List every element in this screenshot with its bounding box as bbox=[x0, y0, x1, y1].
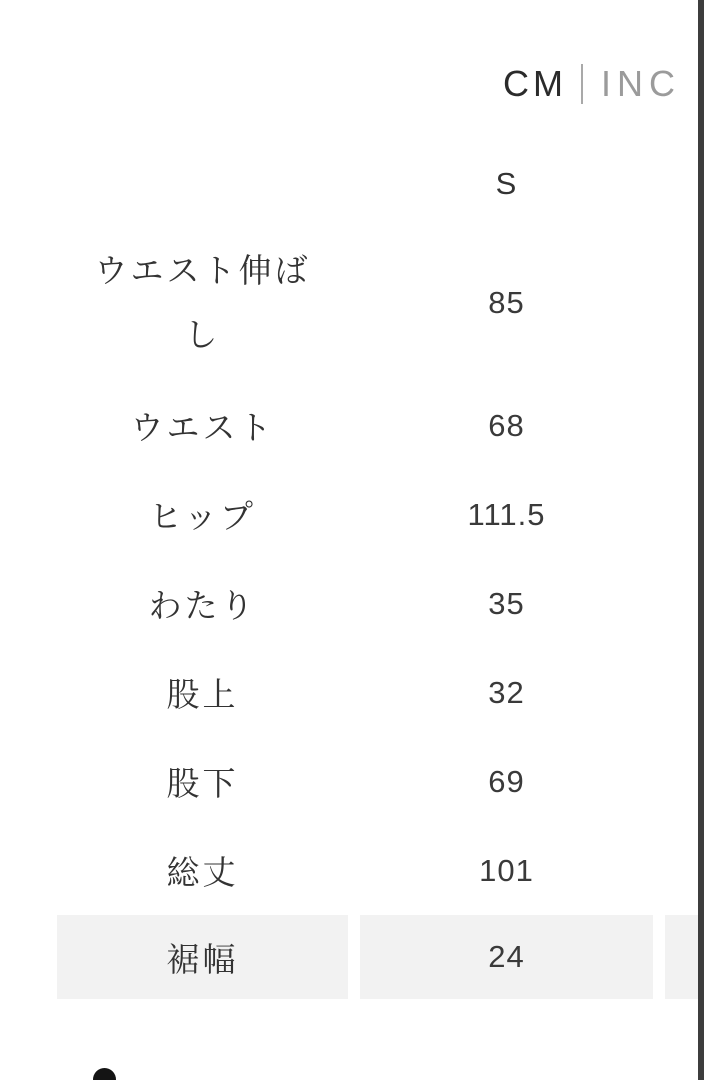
row-label-highlighted: 裾幅 bbox=[57, 915, 348, 999]
row-value: 101 bbox=[479, 852, 534, 888]
row-value: 85 bbox=[488, 285, 525, 320]
row-label: 股上 bbox=[166, 676, 239, 713]
row-value: 68 bbox=[488, 407, 525, 443]
row-value: 69 bbox=[488, 763, 525, 799]
row-label: わたり bbox=[148, 587, 257, 624]
row-label: 股下 bbox=[166, 765, 239, 802]
row-label: ヒップ bbox=[148, 498, 256, 535]
right-edge-backdrop bbox=[698, 0, 704, 1080]
row-value: 35 bbox=[488, 585, 525, 621]
unit-inch-button[interactable]: INC bbox=[601, 63, 681, 104]
list-bullet-dot bbox=[93, 1068, 116, 1080]
row-label bbox=[57, 225, 348, 381]
row-label: ウエスト bbox=[130, 409, 275, 446]
unit-toggle bbox=[503, 60, 681, 108]
row-value: 32 bbox=[488, 674, 525, 710]
size-column-header: S bbox=[495, 166, 518, 201]
row-label-text: ウエスト伸ばし bbox=[94, 251, 311, 353]
unit-cm-button[interactable]: CM bbox=[503, 63, 567, 104]
row-value-highlighted: 24 bbox=[360, 915, 653, 999]
row-label: 総丈 bbox=[166, 854, 239, 891]
unit-toggle-divider bbox=[581, 64, 583, 104]
size-chart-table bbox=[57, 143, 704, 999]
size-header-spacer bbox=[57, 143, 348, 225]
row-value: 111.5 bbox=[467, 496, 546, 532]
